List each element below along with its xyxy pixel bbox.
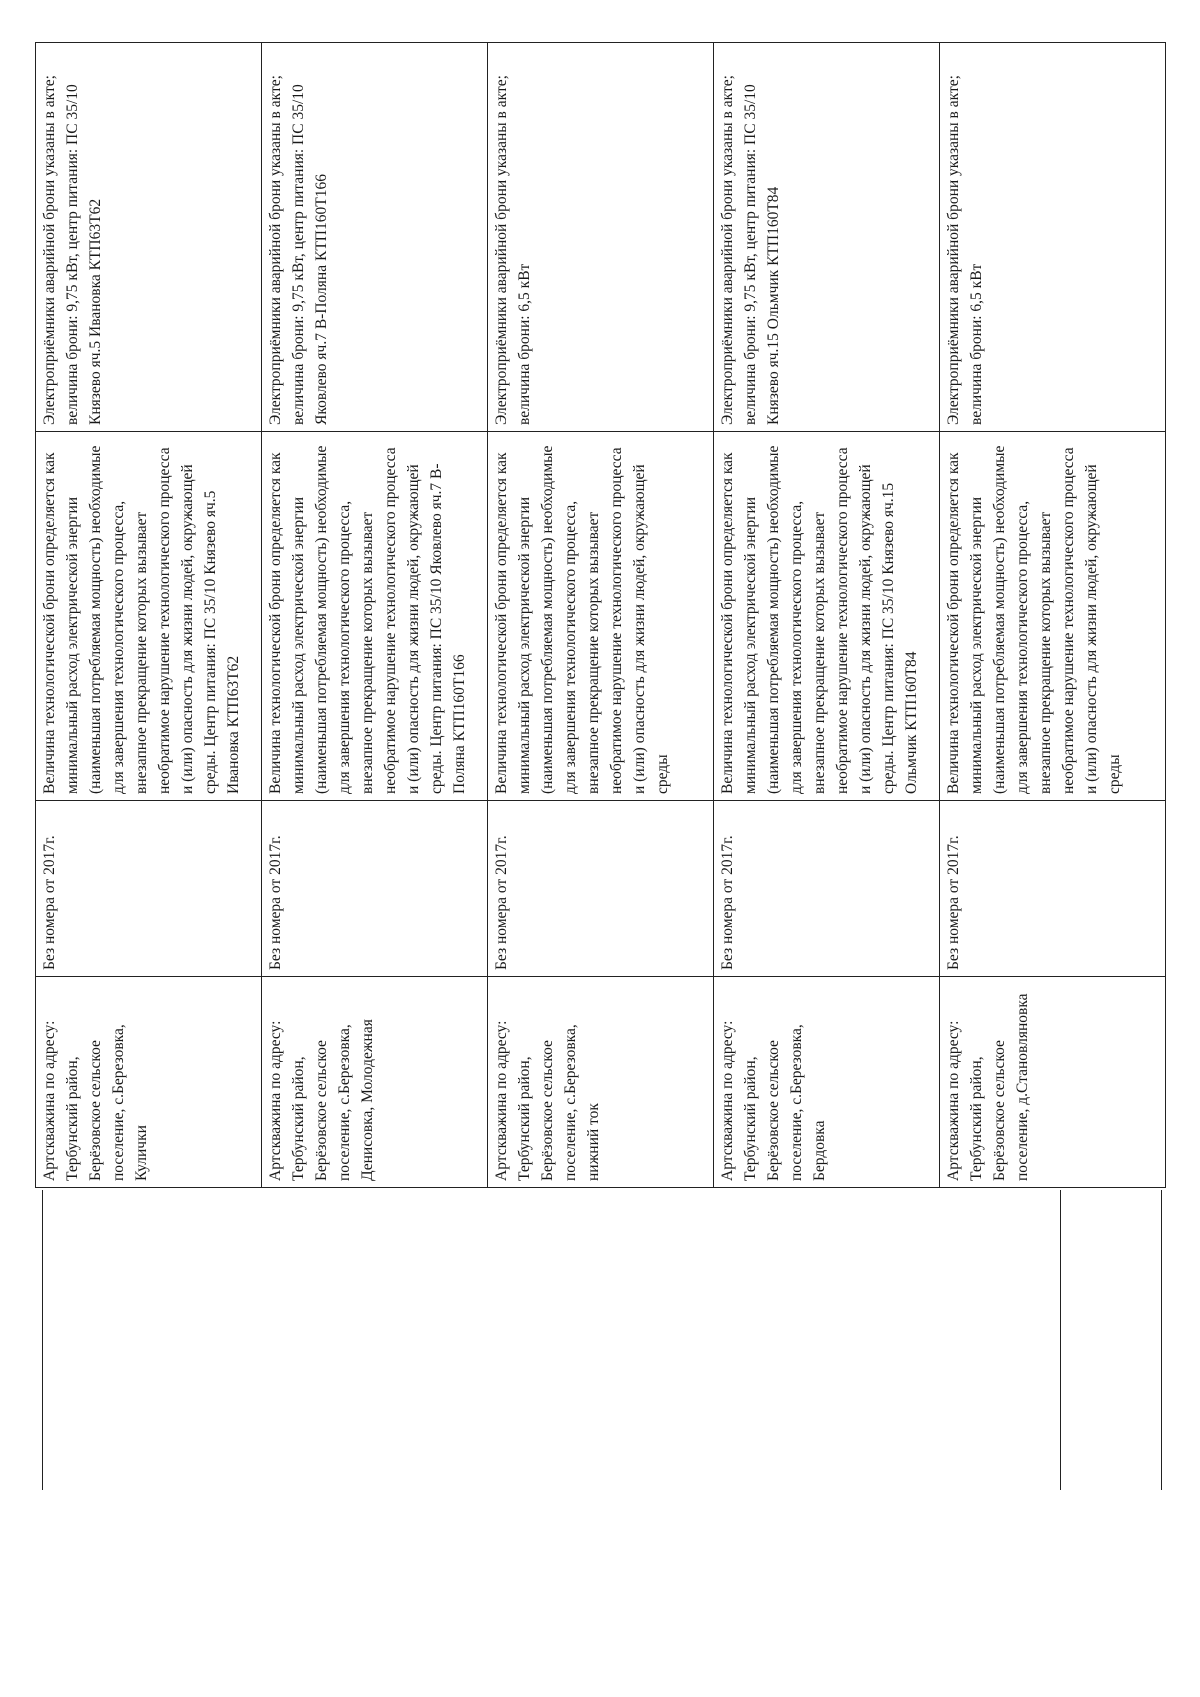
cell-act: Без номера от 2017г. [940,801,1166,977]
cell-object: Артскважина по адресу: Тербунский район, Берёзовское сельское поселение, с.Березовка, Бердовка [714,977,940,1188]
cell-tech-reserve: Величина технологической брони определяется как минимальный расход электрической энергии (наименьшая потребляемая мощность) необходимые для завершения технологического процесса, внезапное прекращение которых вызывает необратимое нарушение технологического процесса и (или) опасность для жизни людей, окружающей среды [940,432,1166,801]
cell-act: Без номера от 2017г. [714,801,940,977]
cell-act: Без номера от 2017г. [36,801,262,977]
cell-emergency-reserve: Электроприёмники аварийной брони указаны в акте; величина брони: 9,75 кВт, центр питания: ПС 35/10 Князево яч.5 Ивановка КТП63Т62 [36,43,262,432]
table-row [714,43,940,1188]
cell-object: Артскважина по адресу: Тербунский район, Берёзовское сельское поселение, с.Березовка, Денисовка, Молодежная [262,977,488,1188]
cell-act: Без номера от 2017г. [488,801,714,977]
column-rule-right [1161,1190,1162,1490]
cell-act: Без номера от 2017г. [262,801,488,977]
cell-tech-reserve: Величина технологической брони определяется как минимальный расход электрической энергии (наименьшая потребляемая мощность) необходимые для завершения технологического процесса, внезапное прекращение которых вызывает необратимое нарушение технологического процесса и (или) опасность для жизни людей, окружающей среды. Центр питания: ПС 35/10 Князево яч.15 Ольмчик КТП160Т84 [714,432,940,801]
cell-emergency-reserve: Электроприёмники аварийной брони указаны в акте; величина брони: 9,75 кВт, центр питания: ПС 35/10 Князево яч.15 Ольмчик КТП160Т84 [714,43,940,432]
cell-emergency-reserve: Электроприёмники аварийной брони указаны в акте; величина брони: 6,5 кВт [940,43,1166,432]
rotated-page-content [35,42,1166,1490]
cell-emergency-reserve: Электроприёмники аварийной брони указаны в акте; величина брони: 9,75 кВт, центр питания: ПС 35/10 Яковлево яч.7 В-Поляна КТП160Т166 [262,43,488,432]
table-row [36,43,262,1188]
table-row [940,43,1166,1188]
column-rule-left [42,1190,43,1490]
column-rule-middle [1060,1190,1061,1490]
cell-object: Артскважина по адресу: Тербунский район, Берёзовское сельское поселение, д.Становляновка [940,977,1166,1188]
cell-tech-reserve: Величина технологической брони определяется как минимальный расход электрической энергии (наименьшая потребляемая мощность) необходимые для завершения технологического процесса, внезапное прекращение которых вызывает необратимое нарушение технологического процесса и (или) опасность для жизни людей, окружающей среды. Центр питания: ПС 35/10 Яковлево яч.7 В-Поляна КТП160Т166 [262,432,488,801]
cell-object: Артскважина по адресу: Тербунский район, Берёзовское сельское поселение, с.Березовка, Кулички [36,977,262,1188]
cell-tech-reserve: Величина технологической брони определяется как минимальный расход электрической энергии (наименьшая потребляемая мощность) необходимые для завершения технологического процесса, внезапное прекращение которых вызывает необратимое нарушение технологического процесса и (или) опасность для жизни людей, окружающей среды [488,432,714,801]
table-row [488,43,714,1188]
table-row [262,43,488,1188]
reserve-table [35,42,1166,1188]
cell-object: Артскважина по адресу: Тербунский район, Берёзовское сельское поселение, с.Березовка, нижний ток [488,977,714,1188]
cell-tech-reserve: Величина технологической брони определяется как минимальный расход электрической энергии (наименьшая потребляемая мощность) необходимые для завершения технологического процесса, внезапное прекращение которых вызывает необратимое нарушение технологического процесса и (или) опасность для жизни людей, окружающей среды. Центр питания: ПС 35/10 Князево яч.5 Ивановка КТП63Т62 [36,432,262,801]
cell-emergency-reserve: Электроприёмники аварийной брони указаны в акте; величина брони: 6,5 кВт [488,43,714,432]
